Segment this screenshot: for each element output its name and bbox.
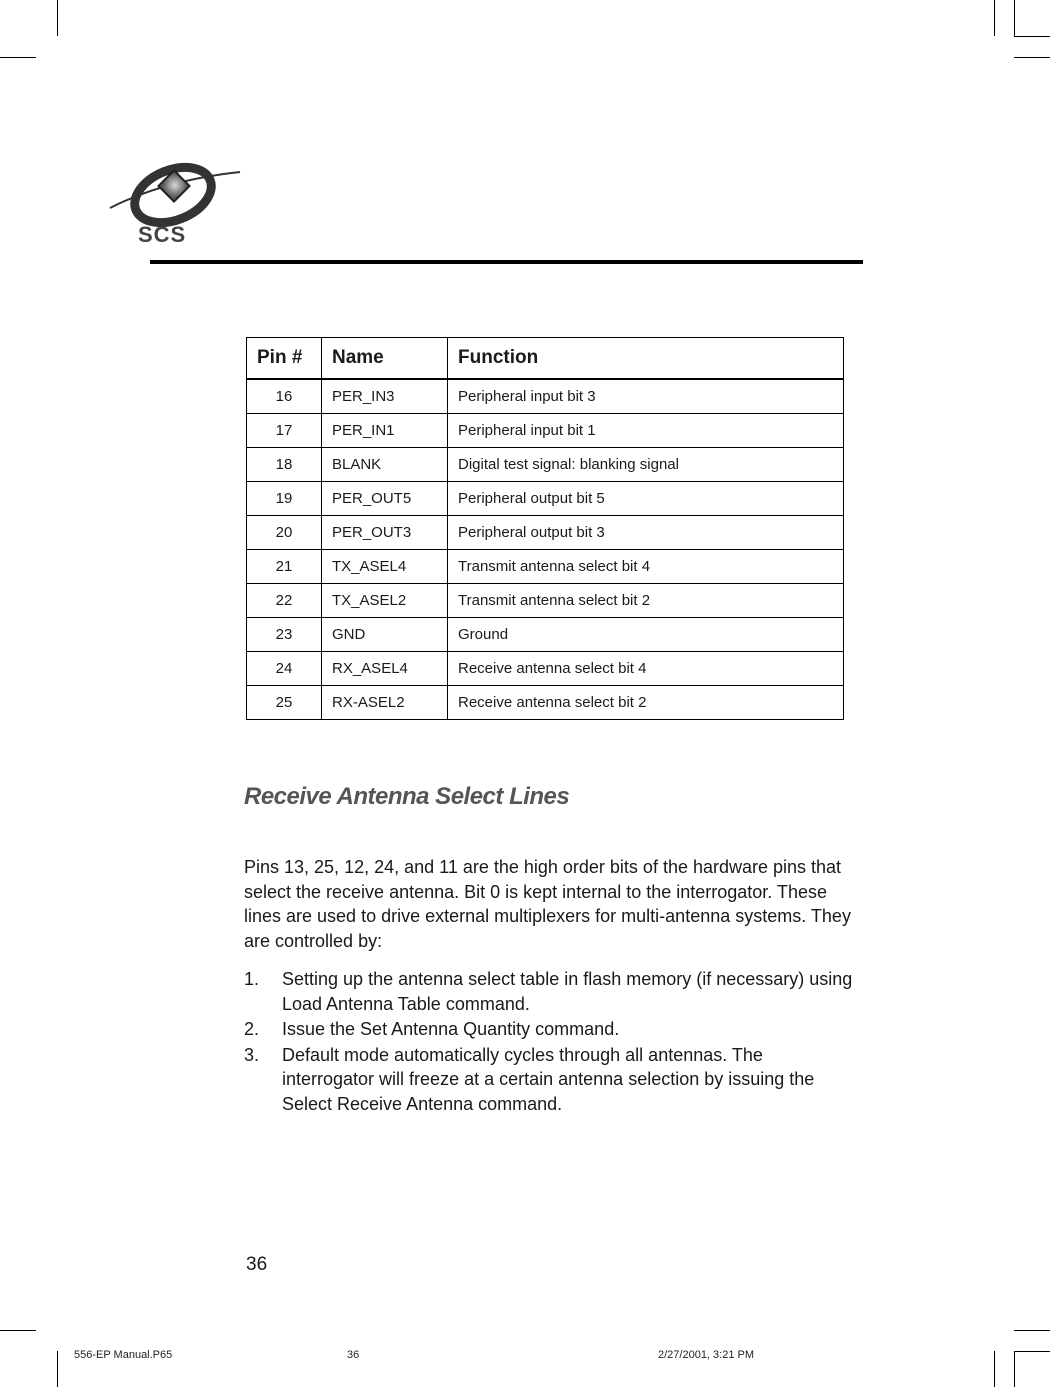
list-item (244, 967, 854, 1016)
pin-cell: 21 (247, 550, 322, 584)
name-cell: BLANK (322, 448, 448, 482)
function-cell: Ground (448, 618, 844, 652)
name-cell: PER_IN1 (322, 414, 448, 448)
header-pin: Pin # (247, 338, 322, 380)
crop-mark (0, 1330, 36, 1331)
name-cell: TX_ASEL4 (322, 550, 448, 584)
steps-list (244, 967, 854, 1118)
function-cell: Transmit antenna select bit 4 (448, 550, 844, 584)
function-cell: Peripheral input bit 3 (448, 379, 844, 414)
table-row (247, 584, 844, 618)
pin-cell: 22 (247, 584, 322, 618)
pin-cell: 23 (247, 618, 322, 652)
pin-cell: 18 (247, 448, 322, 482)
name-cell: GND (322, 618, 448, 652)
name-cell: RX-ASEL2 (322, 686, 448, 720)
function-cell: Receive antenna select bit 2 (448, 686, 844, 720)
crop-mark (994, 0, 995, 36)
table-row (247, 652, 844, 686)
table-row (247, 618, 844, 652)
crop-mark (57, 1351, 58, 1387)
table-row (247, 379, 844, 414)
table-row (247, 414, 844, 448)
table-header-row (247, 338, 844, 380)
table-row (247, 550, 844, 584)
table-row (247, 516, 844, 550)
slug-page: 36 (347, 1349, 360, 1361)
table-row (247, 448, 844, 482)
header-rule (150, 260, 863, 264)
crop-mark (1014, 1330, 1050, 1331)
name-cell: PER_IN3 (322, 379, 448, 414)
name-cell: TX_ASEL2 (322, 584, 448, 618)
crop-mark (1014, 36, 1050, 37)
function-cell: Peripheral output bit 5 (448, 482, 844, 516)
table-row (247, 686, 844, 720)
pin-cell: 20 (247, 516, 322, 550)
function-cell: Receive antenna select bit 4 (448, 652, 844, 686)
crop-mark (57, 0, 58, 36)
list-item (244, 1017, 854, 1042)
logo-text: SCS (138, 222, 187, 247)
pin-cell: 19 (247, 482, 322, 516)
pin-cell: 25 (247, 686, 322, 720)
pin-cell: 17 (247, 414, 322, 448)
step-text: Setting up the antenna select table in flash memory (if necessary) using Load Antenna Table command. (282, 969, 853, 1014)
slug-timestamp: 2/27/2001, 3:21 PM (658, 1349, 755, 1361)
name-cell: PER_OUT5 (322, 482, 448, 516)
pin-cell: 24 (247, 652, 322, 686)
list-item (244, 1043, 854, 1117)
step-text: Default mode automatically cycles through all antennas. The interrogator will freeze at a certain antenna selection by issuing the Select Receive Antenna command. (282, 1044, 815, 1114)
crop-mark (1014, 0, 1015, 36)
pin-cell: 16 (247, 379, 322, 414)
crop-mark (994, 1351, 995, 1387)
step-number: 3. (244, 1044, 260, 1065)
page-number: 36 (246, 1254, 268, 1275)
crop-mark (1014, 1351, 1015, 1387)
function-cell: Digital test signal: blanking signal (448, 448, 844, 482)
function-cell: Peripheral output bit 3 (448, 516, 844, 550)
slug-filename: 556-EP Manual.P65 (74, 1349, 173, 1361)
function-cell: Peripheral input bit 1 (448, 414, 844, 448)
table-row (247, 482, 844, 516)
crop-mark (1014, 1351, 1050, 1352)
section-paragraph: Pins 13, 25, 12, 24, and 11 are the high order bits of the hardware pins that select the receive antenna. Bit 0 is kept internal to the interrogator. These lines are used to drive external multiplexers for multi-antenna systems. They are controlled by: (244, 857, 851, 951)
crop-mark (0, 57, 36, 58)
header-name: Name (322, 338, 448, 380)
step-text: Issue the Set Antenna Quantity command. (282, 1019, 620, 1040)
function-cell: Transmit antenna select bit 2 (448, 584, 844, 618)
crop-mark (1014, 57, 1050, 58)
scs-logo (105, 150, 245, 250)
section-heading: Receive Antenna Select Lines (244, 783, 570, 810)
header-function: Function (448, 338, 844, 380)
step-number: 1. (244, 969, 260, 989)
step-number: 2. (244, 1019, 260, 1040)
pinout-table (246, 337, 844, 720)
name-cell: RX_ASEL4 (322, 652, 448, 686)
name-cell: PER_OUT3 (322, 516, 448, 550)
